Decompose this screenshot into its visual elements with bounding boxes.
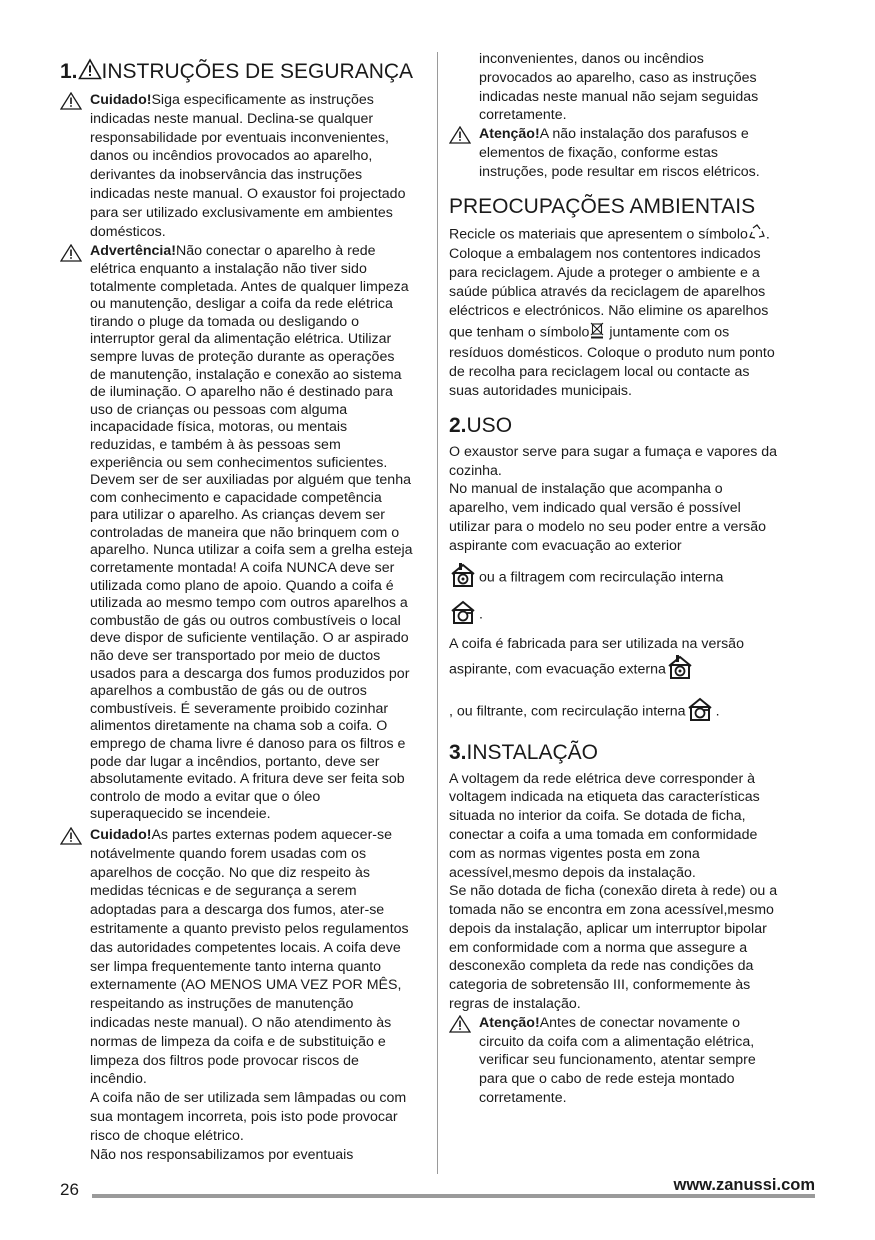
recirculation-mode-icon — [686, 696, 716, 728]
warning-icon — [60, 827, 82, 851]
page-number: 26 — [60, 1180, 79, 1199]
use-text-end: . — [715, 703, 720, 720]
attention-note-2 — [449, 1014, 779, 1108]
crossed-bin-icon — [589, 321, 605, 345]
environment-heading — [449, 194, 779, 220]
warning-note — [60, 243, 414, 824]
warning-icon — [78, 58, 102, 87]
warning-text: Não conectar o aparelho à rede elétrica enquanto a instalação não tiver sido totalmente completada. Antes de qualquer limpeza ou manutenção, desligar a coifa da rede elétrica tirando o pluge da tomada ou desligando o interruptor geral da alimentação elétrica. Utilizar sempre luvas de proteção durante as operações de manutenção, instalação e conexão ao sistema de iluminação. O aparelho não é destinado para uso de crianças ou pessoas com alguma incapacidade física, motoras, ou mentais reduzidas, e também à às pessoas sem experiência ou sem conhecimentos suficientes. Devem ser de ser auxiliadas por alguém que tenha com conhecimento e capacidade competência para utilizar o aparelho. As crianças devem ser controladas de maneira que não brinquem com o aparelho. Nunca utilizar a coifa sem a grelha esteja corretamente montada! A coifa NUNCA deve ser utilizada como plano de apoio. Quando a coifa é utilizada ao mesmo tempo com outros aparelhos a combustão de gás ou outros combustíveis o local deve dispor de suficiente ventilação. O ar aspirado não deve ser transportado por meio de ductos usados para a descarga dos fumos produzidos por aparelhos a combustão de gás ou de outros combustíveis. É severamente proibido cozinhar alimentos diretamente na chama sob a coifa. O emprego de chama livre é danoso para os filtros e pode dar lugar a incêndios, portanto, deve ser absolutamente evitado. A fritura deve ser feita sob controlo de modo a evitar que o óleo superaquecido se incendeie. — [90, 243, 413, 823]
caution-note-2 — [60, 826, 414, 1089]
section-3-heading — [449, 740, 779, 766]
use-text-recirculation: ou a filtragem com recirculação interna — [479, 569, 724, 586]
caution-text: As partes externas podem aquecer-se notávelmente quando forem usadas com os aparelhos de cocção. No que diz respeito às medidas técnicas e de segurança a serem adoptadas para a descarga dos fumos, ater-se estritamente a quanto previsto pelos regulamentos das autoridades competentes locais. A coifa deve ser limpa frequentemente tanto interna quanto externamente (AO MENOS UMA VEZ POR MÊS, respeitando as instruções de manutenção indicadas neste manual). O não atendimento às normas de limpeza da coifa e de substituição e limpeza dos filtros pode provocar riscos de incêndio. — [90, 826, 409, 1088]
lamp-paragraph: A coifa não de ser utilizada sem lâmpadas ou com sua montagem incorreta, pois isto pode provocar risco de choque elétrico. — [90, 1090, 407, 1144]
attention-text: A não instalação dos parafusos e elementos de fixação, conforme estas instruções, pode resultar em riscos elétricos. — [479, 126, 760, 180]
section-title: USO — [466, 413, 513, 437]
attention-text: Antes de conectar novamente o circuito da coifa com a alimentação elétrica, verificar seu funcionamento, atentar sempre para que o cabo de rede esteja montado corretamente. — [479, 1014, 756, 1107]
extraction-mode-icon — [449, 562, 479, 594]
section-2-heading — [449, 413, 779, 439]
section-number: 3. — [449, 740, 467, 764]
environment-paragraph — [449, 224, 779, 401]
section-1-heading — [60, 58, 414, 87]
extraction-mode-icon — [666, 654, 696, 686]
section-title: INSTRUÇÕES DE SEGURANÇA — [101, 60, 414, 84]
use-paragraph-3 — [449, 562, 779, 594]
environment-text-2: . Coloque a embalagem nos contentores indicados para reciclagem. Ajude a proteger o ambiente e a saúde pública através da reciclagem de aparelhos eléctricos e electrónicos. Não elimine os aparelhos que tenham o símbolo — [449, 226, 770, 341]
caution-note-1 — [60, 91, 414, 241]
recirculation-mode-icon — [449, 599, 479, 631]
liability-paragraph-start: Não nos responsabilizamos por eventuais — [90, 1146, 354, 1163]
environment-text-1: Recicle os materiais que apresentem o símbolo — [449, 226, 748, 243]
use-paragraph-5 — [449, 635, 779, 686]
use-paragraph-4 — [449, 599, 779, 631]
warning-icon — [60, 244, 82, 268]
section-number: 2. — [449, 413, 467, 437]
section-number: 1. — [60, 60, 78, 84]
attention-label: Atenção! — [479, 1014, 540, 1031]
environment-text-3: juntamente com os resíduos domésticos. Coloque o produto num ponto de recolha para reciclagem local ou contacte as suas autoridades municipais. — [449, 324, 775, 399]
column-divider — [437, 52, 438, 1174]
warning-icon — [449, 126, 471, 150]
right-column — [449, 50, 779, 1108]
footer-url[interactable]: www.zanussi.com — [673, 1176, 815, 1194]
recycle-icon — [748, 224, 766, 246]
section-title: INSTALAÇÃO — [466, 740, 598, 764]
warning-icon — [60, 92, 82, 116]
attention-label: Atenção! — [479, 126, 540, 143]
left-column — [60, 58, 414, 1164]
use-paragraph-6 — [449, 696, 779, 728]
installation-paragraph-1: A voltagem da rede elétrica deve corresponder à voltagem indicada na etiqueta das características situada no interior da coifa. Se dotada de ficha, conectar a coifa a uma tomada em conformidade com as normas vigentes posta em zona acessível,mesmo depois da instalação. — [449, 770, 760, 881]
use-paragraph-2: No manual de instalação que acompanha o aparelho, vem indicado qual versão é possível utilizar para o modelo no seu poder entre a versão aspirante com evacuação ao exterior — [449, 481, 767, 554]
caution-label: Cuidado! — [90, 92, 152, 108]
caution-text: Siga especificamente as instruções indicadas neste manual. Declina-se qualquer responsabilidade por eventuais inconvenientes, danos ou incêndios provocados ao aparelho, derivantes da inobservância das instruções indicadas neste manual. O exaustor foi projectado para ser utilizado exclusivamente em ambientes domésticos. — [90, 92, 406, 240]
liability-paragraph-continued: inconvenientes, danos ou incêndios provocados ao aparelho, caso as instruções indicadas neste manual não sejam seguidas corretamente. — [479, 51, 759, 124]
use-paragraph-1: O exaustor serve para sugar a fumaça e vapores da cozinha. — [449, 443, 778, 479]
use-text-period: . — [479, 606, 483, 623]
use-text-internal: , ou filtrante, com recirculação interna — [449, 703, 686, 720]
attention-note-1 — [449, 125, 779, 181]
caution-label: Cuidado! — [90, 826, 152, 843]
warning-label: Advertência! — [90, 243, 176, 260]
installation-paragraph-2: Se não dotada de ficha (conexão direta à rede) ou a tomada não se encontra em zona acessível,mesmo depois da instalação, aplicar um interruptor bipolar em conformidade com a norma que assegure a desconexão completa da rede nas condições da categoria de sobretensão III, conformemente às regras de instalação. — [449, 883, 778, 1013]
warning-icon — [449, 1015, 471, 1039]
use-text-external: A coifa é fabricada para ser utilizada na versão aspirante, com evacuação externa — [449, 636, 744, 678]
section-title: PREOCUPAÇÕES AMBIENTAIS — [449, 194, 756, 218]
